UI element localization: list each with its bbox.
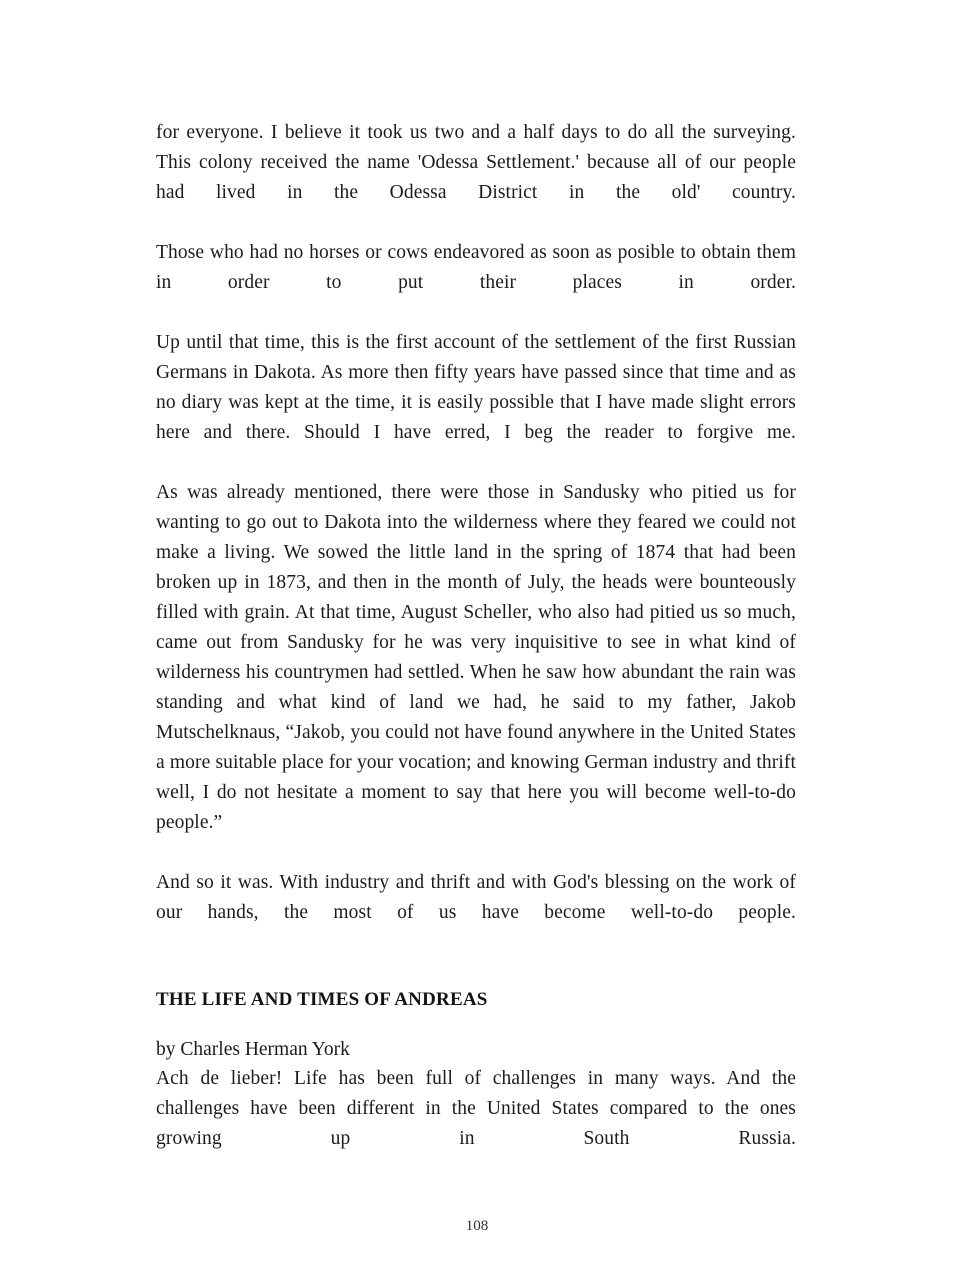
page-number: 108 <box>465 1218 489 1234</box>
section-heading: THE LIFE AND TIMES OF ANDREAS <box>156 989 488 1010</box>
paragraph-2: Those who had no horses or cows endeavored as soon as posible to obtain them in order to put their places in order. <box>156 242 796 293</box>
paragraph-3: Up until that time, this is the first account of the settlement of the first Russian Germans in Dakota. As more then fifty years have passed since that time and as no diary was kept at the time, it is easily possible that I have made slight errors here and there. Should I have erred, I beg the reader to forgive me. <box>156 332 796 443</box>
page-content <box>156 118 796 1184</box>
paragraph-4: As was already mentioned, there were those in Sandusky who pitied us for wanting to go out to Dakota into the wilderness where they feared we could not make a living. We sowed the little land in the spring of 1874 that had been broken up in 1873, and then in the month of July, the heads were bounteously filled with grain. At that time, August Scheller, who also had pitied us so much, came out from Sandusky for he was very inquisitive to see in what kind of wilderness his countrymen had settled. When he saw how abundant the rain was standing and what kind of land we had, he said to my father, Jakob Mutschelknaus, “Jakob, you could not have found anywhere in the United States a more suitable place for your vocation; and knowing German industry and thrift well, I do not hesitate a moment to say that here you will become well-to-do people.” <box>156 482 796 833</box>
paragraph-5: And so it was. With industry and thrift and with God's blessing on the work of our hands, the most of us have become well-to-do people. <box>156 872 796 923</box>
closing-paragraph: Ach de lieber! Life has been full of challenges in many ways. And the challenges have been different in the United States compared to the ones growing up in South Russia. <box>156 1068 796 1149</box>
byline: by Charles Herman York <box>156 1039 350 1060</box>
paragraph-1: for everyone. I believe it took us two and a half days to do all the surveying. This colony received the name 'Odessa Settlement.' because all of our people had lived in the Odessa District in the old' country. <box>156 122 796 203</box>
